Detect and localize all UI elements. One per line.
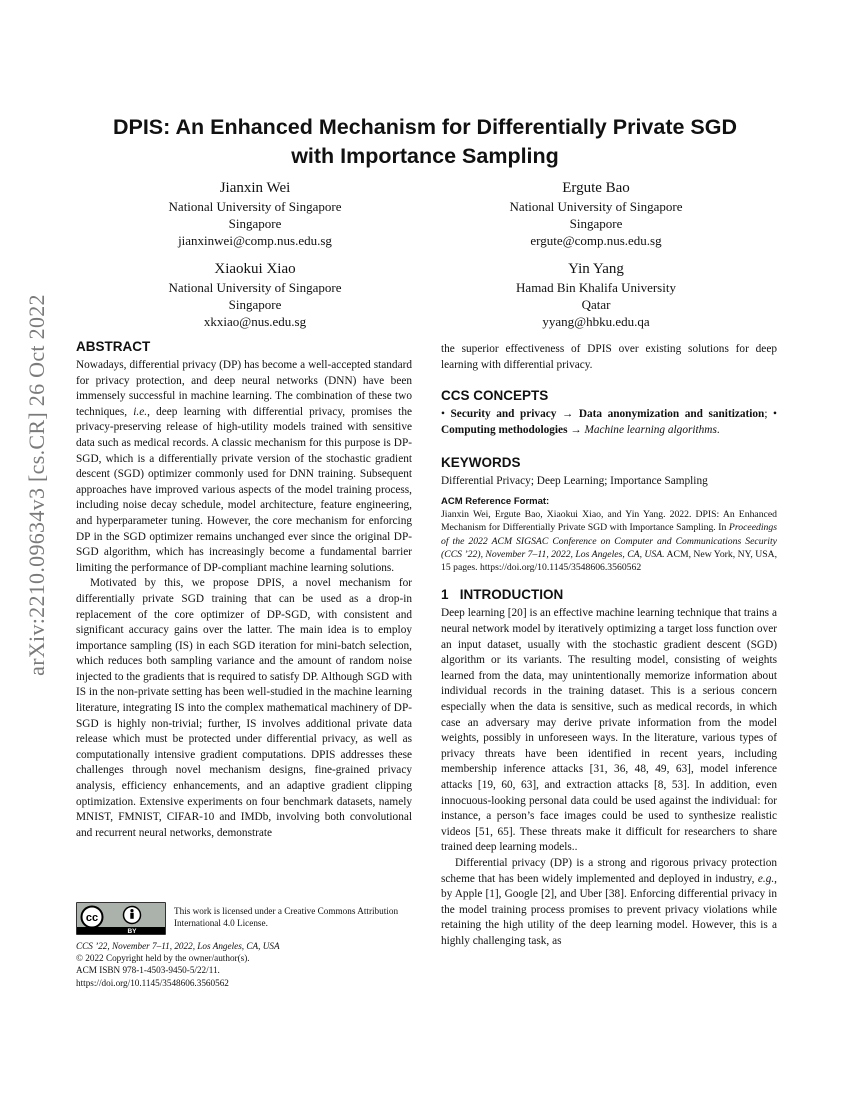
author-block bbox=[446, 259, 746, 330]
introduction-paragraph-2: Differential privacy (DP) is a strong and rigorous privacy protection scheme that has been widely implemented and deployed in industry, e.g., by Apple [1], Google [2], and Uber [38]. Enforcing differential privacy in the model training process promises to prevent privacy violations while retaining the high utility of the deep learning model. However, this is a highly challenging task, as bbox=[441, 856, 777, 947]
left-column bbox=[76, 338, 412, 841]
paper-title bbox=[60, 113, 790, 171]
introduction-heading: 1 INTRODUCTION bbox=[441, 587, 564, 603]
author-email: xkxiao@nus.edu.sg bbox=[203, 314, 307, 329]
paper-title-line1: DPIS: An Enhanced Mechanism for Differentially Private SGD bbox=[112, 115, 738, 139]
license-notice: This work is licensed under a Creative Commons Attribution International 4.0 License. bbox=[174, 906, 399, 928]
author-name: Ergute Bao bbox=[562, 180, 630, 196]
keywords-text: Differential Privacy; Deep Learning; Importance Sampling bbox=[441, 475, 708, 488]
acm-reference-text: Jianxin Wei, Ergute Bao, Xiaokui Xiao, and Yin Yang. 2022. DPIS: An Enhanced Mechanism for Differentially Private SGD with Importance Sampling. In Proceedings of the 2022 ACM SIGSAC Conference on Computer and Communications Security (CCS ’22), November 7–11, 2022, Los Angeles, CA, USA. ACM, New York, NY, USA, 15 pages. https://doi.org/10.1145/3548606.3560562 bbox=[441, 508, 777, 574]
creative-commons-badge bbox=[76, 902, 166, 935]
author-country: Singapore bbox=[228, 216, 282, 231]
right-column bbox=[441, 342, 777, 950]
arxiv-sidebar bbox=[0, 0, 50, 1100]
abstract-continuation: the superior effectiveness of DPIS over existing solutions for deep learning with differential privacy. bbox=[441, 343, 777, 371]
author-email: yyang@hbku.edu.qa bbox=[542, 314, 650, 329]
cc-letters: cc bbox=[85, 912, 99, 924]
paper-title-line2: with Importance Sampling bbox=[291, 144, 559, 168]
author-email: ergute@comp.nus.edu.sg bbox=[530, 233, 662, 248]
by-letters: BY bbox=[127, 928, 137, 934]
arxiv-identifier: arXiv:2210.09634v3 [cs.CR] 26 Oct 2022 bbox=[24, 294, 49, 676]
author-block bbox=[105, 178, 405, 249]
author-block bbox=[446, 178, 746, 249]
abstract-paragraph-1: Nowadays, differential privacy (DP) has become a well-accepted standard for privacy protection, and deep neural networks (DNN) have been immensely successful in machine learning. The combination of these two techniques, i.e., deep learning with differential privacy, promises the privacy-preserving release of high-utility models trained with sensitive data such as medical records. A classic mechanism for this purpose is DP-SGD, which is a differentially private version of the stochastic gradient descent (SGD) optimizer commonly used for DNN training. Subsequent approaches have improved various aspects of the model training process, including noise decay schedule, model architecture, feature engineering, and hyperparameter tuning. However, the core mechanism for enforcing DP in the SGD optimizer remains unchanged ever since the original DP-SGD algorithm, which has increasingly become a fundamental barrier limiting the performance of DP-compliant machine learning solutions. bbox=[76, 359, 412, 574]
acm-reference-heading: ACM Reference Format: bbox=[441, 495, 550, 507]
keywords-heading: KEYWORDS bbox=[441, 455, 521, 471]
introduction-paragraph-1: Deep learning [20] is an effective machine learning technique that trains a neural network model by iteratively optimizing a target loss function over an input dataset, usually with the stochastic gradient descent (SGD) algorithm or its variants. The resulting model, consisting of weights learned from the data, may unintentionally memorize information about individual records in the training dataset. This is a serious concern especially when the data is sensitive, such as medical records, in which case an adversary may derive private information from the model weights, possibly in unforeseen ways. In the literature, various types of privacy threats have been identified in recent years, including membership inference attacks [31, 36, 48, 49, 63], model inference attacks [19, 60, 63], and extraction attacks [8, 53]. In addition, even innocuous-looking personal data could be used against the individual: for instance, a person’s face images could be used to synthesize realistic videos [51, 65]. These threats make it difficult for researchers to share trained deep learning models.. bbox=[441, 607, 777, 854]
author-name: Yin Yang bbox=[568, 261, 624, 277]
author-name: Jianxin Wei bbox=[219, 180, 291, 196]
author-email: jianxinwei@comp.nus.edu.sg bbox=[178, 233, 332, 248]
author-country: Singapore bbox=[228, 297, 282, 312]
isbn-line: ACM ISBN 978-1-4503-9450-5/22/11. bbox=[76, 965, 220, 976]
copyright-line: © 2022 Copyright held by the owner/author(s). bbox=[76, 953, 250, 964]
author-country: Singapore bbox=[569, 216, 623, 231]
author-affiliation: Hamad Bin Khalifa University bbox=[516, 280, 676, 295]
abstract-paragraph-2: Motivated by this, we propose DPIS, a novel mechanism for differentially private SGD training that can be used as a drop-in replacement of the core optimizer of DP-SGD, with consistent and significant accuracy gains over the latter. The main idea is to employ importance sampling (IS) in each SGD iteration for mini-batch selection, which reduces both sampling variance and the amount of random noise injected to the gradients that is required to satisfy DP. Although SGD with IS in the non-private setting has been well-studied in the machine learning literature, integrating IS into the complex mathematical machinery of DP-SGD is highly non-trivial; further, IS involves additional private data release which must be protected under differential privacy, as well as computationally intensive gradient computations. DPIS addresses these challenges through novel mechanism designs, fine-grained privacy analysis, efficiency enhancements, and an adaptive gradient clipping optimization. Extensive experiments on four benchmark datasets, namely MNIST, FMNIST, CIFAR-10 and IMDb, involving both convolutional and recurrent neural networks, demonstrate bbox=[76, 577, 412, 839]
author-name: Xiaokui Xiao bbox=[214, 261, 296, 277]
cc-by-icon bbox=[77, 903, 165, 934]
author-affiliation: National University of Singapore bbox=[168, 199, 342, 214]
author-affiliation: National University of Singapore bbox=[509, 199, 683, 214]
ccs-heading: CCS CONCEPTS bbox=[441, 388, 549, 404]
abstract-heading: ABSTRACT bbox=[76, 339, 151, 354]
author-country: Qatar bbox=[581, 297, 611, 312]
conference-info bbox=[76, 940, 416, 989]
conference-venue: CCS ’22, November 7–11, 2022, Los Angeles, CA, USA bbox=[76, 941, 280, 951]
author-block bbox=[105, 259, 405, 330]
doi-line[interactable]: https://doi.org/10.1145/3548606.3560562 bbox=[76, 977, 229, 988]
ccs-concepts: • Security and privacy → Data anonymization and sanitization; • Computing methodologies → Machine learning algorithms. bbox=[441, 408, 778, 436]
author-affiliation: National University of Singapore bbox=[168, 280, 342, 295]
